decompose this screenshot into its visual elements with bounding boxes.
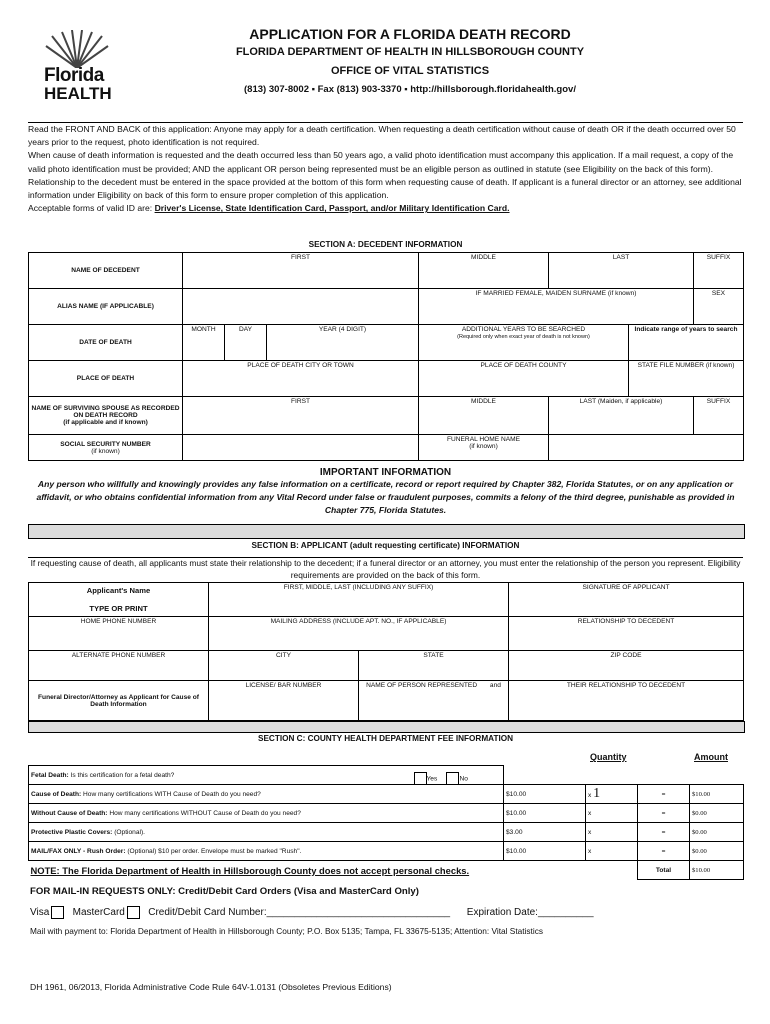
relationship-field[interactable]: RELATIONSHIP TO DECEDENT	[509, 617, 744, 651]
shaded-divider	[28, 524, 745, 539]
month-field[interactable]: MONTH	[183, 325, 225, 361]
place-of-death-label: PLACE OF DEATH	[29, 361, 183, 397]
yes-checkbox[interactable]	[414, 772, 427, 785]
decedent-first-field[interactable]: FIRST	[183, 253, 419, 289]
ssn-field[interactable]	[183, 435, 419, 461]
funeral-director-label: Funeral Director/Attorney as Applicant for Cause of Death Information	[29, 681, 209, 721]
state-field[interactable]: STATE	[359, 651, 509, 681]
additional-years-field[interactable]: ADDITIONAL YEARS TO BE SEARCHED (Required only when exact year of death is not known)	[419, 325, 629, 361]
section-a-table	[28, 252, 744, 461]
year-field[interactable]: YEAR (4 DIGIT)	[267, 325, 419, 361]
without-cause-price: $10.00	[504, 804, 586, 823]
no-checks-note: NOTE: The Florida Department of Health in Hillsborough County does not accept personal checks.	[30, 864, 470, 876]
equals-sign: =	[638, 842, 690, 861]
equals-sign: =	[638, 804, 690, 823]
total-label: Total	[638, 861, 690, 880]
equals-sign: =	[638, 785, 690, 804]
expiration-field[interactable]: Expiration Date:__________	[466, 907, 594, 919]
rush-order-qty[interactable]: x	[586, 842, 638, 861]
maiden-field[interactable]: IF MARRIED FEMALE, MAIDEN SURNAME (if known)	[419, 289, 694, 325]
cause-of-death-qty[interactable]: x 1	[586, 785, 638, 804]
equals-sign: =	[638, 823, 690, 842]
amount-header: Amount	[694, 752, 728, 762]
pod-county-field[interactable]: PLACE OF DEATH COUNTY	[419, 361, 629, 397]
city-field[interactable]: CITY	[209, 651, 359, 681]
date-of-death-label: DATE OF DEATH	[29, 325, 183, 361]
instructions-p3: Acceptable forms of valid ID are: Driver's License, State Identification Card, Passport, and/or Military Identification Card.	[28, 203, 510, 214]
fetal-death-row: Fetal Death: Is this certification for a fetal death? Yes No	[29, 766, 504, 785]
logo-florida: Florida	[44, 65, 104, 86]
instructions-p2: When cause of death information is requested and the death occurred less than 50 years ago, a valid photo identification must accompany this application. If a mail request, a copy of the valid photo identification must be provided; AND the applicant OR person being represented must be an eligible person as outlined in statute (see Eligibility on the back of this form). Relationship to the decedent must be entered in the space provided at the bottom of this form when requesting cause of death. If applicant is a funeral director or an attorney, see additional information under Eligibility on back of this form to ensure proper completion of this application.	[28, 150, 742, 201]
visa-checkbox[interactable]	[51, 906, 64, 919]
section-b-note: If requesting cause of death, all applicants must state their relationship to the decedent; if a funeral director or an attorney, you must enter the relationship of the person you represent. Eligibility requirements are provided on the back of this form.	[28, 557, 743, 581]
sunburst-icon	[42, 30, 112, 68]
logo-health: HEALTH	[44, 84, 112, 103]
rush-order-row: MAIL/FAX ONLY - Rush Order: (Optional) $10 per order. Envelope must be marked "Rush".	[29, 842, 504, 861]
important-info	[28, 467, 743, 517]
no-checkbox[interactable]	[446, 772, 459, 785]
zip-field[interactable]: ZIP CODE	[509, 651, 744, 681]
cause-of-death-price: $10.00	[504, 785, 586, 804]
cause-of-death-amount: $10.00	[690, 785, 744, 804]
contact-info: (813) 307-8002 ▪ Fax (813) 903-3370 ▪ http://hillsborough.floridahealth.gov/	[244, 84, 576, 95]
alt-phone-field[interactable]: ALTERNATE PHONE NUMBER	[29, 651, 209, 681]
important-title: IMPORTANT INFORMATION	[319, 467, 452, 478]
state-file-field[interactable]: STATE FILE NUMBER (if known)	[629, 361, 744, 397]
applicant-name-label: Applicant's Name TYPE OR PRINT	[29, 583, 209, 617]
plastic-covers-qty[interactable]: x	[586, 823, 638, 842]
name-of-decedent-label: NAME OF DECEDENT	[29, 253, 183, 289]
section-b-title: SECTION B: APPLICANT (adult requesting certificate) INFORMATION	[251, 541, 520, 550]
cause-of-death-row: Cause of Death: How many certifications WITH Cause of Death do you need?	[29, 785, 504, 804]
instructions-p1: Read the FRONT AND BACK of this application: Anyone may apply for a death certification. When requesting a death certification without cause of death OR if the death occurred over 50 years prior to the request, photo identification is not required.	[28, 124, 736, 148]
decedent-middle-field[interactable]: MIDDLE	[419, 253, 549, 289]
ssn-label: SOCIAL SECURITY NUMBER (if known)	[29, 435, 183, 461]
rush-order-amount: $0.00	[690, 842, 744, 861]
day-field[interactable]: DAY	[225, 325, 267, 361]
mail-in-heading: FOR MAIL-IN REQUESTS ONLY: Credit/Debit Card Orders (Visa and MasterCard Only)	[30, 886, 419, 897]
funeral-home-label: FUNERAL HOME NAME (if known)	[419, 435, 549, 461]
important-text: Any person who willfully and knowingly provides any false information on a certificate, record or report required by Chapter 382, Florida Statutes, or on any application or affidavit, or who obtains confidential information from any Vital Record under false or fraudulent purposes, commits a felony of the third degree, punishable as provided in Chapter 775, Florida Statutes.	[36, 479, 735, 515]
card-line: Visa MasterCard Credit/Debit Card Number:_________________________________ Expiration Date:__________	[30, 907, 594, 919]
shaded-divider-b	[28, 721, 745, 733]
instructions	[28, 122, 743, 215]
spouse-first-field[interactable]: FIRST	[183, 397, 419, 435]
mastercard-checkbox[interactable]	[127, 906, 140, 919]
mail-to: Mail with payment to: Florida Department of Health in Hillsborough County; P.O. Box 5135; Tampa, FL 33675-5135; Attention: Vital Statistics	[30, 926, 543, 936]
plastic-covers-amount: $0.00	[690, 823, 744, 842]
section-c-title: SECTION C: COUNTY HEALTH DEPARTMENT FEE INFORMATION	[257, 734, 514, 743]
fee-table	[28, 765, 744, 880]
funeral-home-field[interactable]	[549, 435, 744, 461]
section-b-table	[28, 582, 744, 721]
decedent-last-field[interactable]: LAST	[549, 253, 694, 289]
range-years-field[interactable]: Indicate range of years to search	[629, 325, 744, 361]
plastic-covers-row: Protective Plastic Covers: (Optional).	[29, 823, 504, 842]
spouse-label: NAME OF SURVIVING SPOUSE AS RECORDED ON DEATH RECORD (if applicable and if known)	[29, 397, 183, 435]
without-cause-amount: $0.00	[690, 804, 744, 823]
rush-order-price: $10.00	[504, 842, 586, 861]
license-field[interactable]: LICENSE/ BAR NUMBER	[209, 681, 359, 721]
form-title: APPLICATION FOR A FLORIDA DEATH RECORD	[249, 26, 571, 42]
signature-field[interactable]: SIGNATURE OF APPLICANT	[509, 583, 744, 617]
department: FLORIDA DEPARTMENT OF HEALTH IN HILLSBOROUGH COUNTY	[235, 46, 585, 58]
decedent-suffix-field[interactable]: SUFFIX	[694, 253, 744, 289]
mailing-address-field[interactable]: MAILING ADDRESS (INCLUDE APT. NO., IF APPLICABLE)	[209, 617, 509, 651]
their-relationship-field[interactable]: THEIR RELATIONSHIP TO DECEDENT	[509, 681, 744, 721]
without-cause-qty[interactable]: x	[586, 804, 638, 823]
applicant-name-field[interactable]: FIRST, MIDDLE, LAST (INCLUDING ANY SUFFIX)	[209, 583, 509, 617]
form-footer: DH 1961, 06/2013, Florida Administrative Code Rule 64V-1.0131 (Obsoletes Previous Editions)	[30, 982, 392, 992]
card-number-field[interactable]: Credit/Debit Card Number:_________________________________	[148, 907, 451, 919]
sex-field[interactable]: SEX	[694, 289, 744, 325]
spouse-middle-field[interactable]: MIDDLE	[419, 397, 549, 435]
spouse-last-field[interactable]: LAST (Maiden, if applicable)	[549, 397, 694, 435]
office: OFFICE OF VITAL STATISTICS	[330, 65, 490, 77]
section-a-title: SECTION A: DECEDENT INFORMATION	[308, 240, 463, 249]
spouse-suffix-field[interactable]: SUFFIX	[694, 397, 744, 435]
alias-field[interactable]	[183, 289, 419, 325]
alias-label: ALIAS NAME (IF APPLICABLE)	[29, 289, 183, 325]
represented-field[interactable]: NAME OF PERSON REPRESENTED and	[359, 681, 509, 721]
total-amount: $10.00	[690, 861, 744, 880]
quantity-header: Quantity	[590, 752, 627, 762]
without-cause-row: Without Cause of Death: How many certifications WITHOUT Cause of Death do you need?	[29, 804, 504, 823]
plastic-covers-price: $3.00	[504, 823, 586, 842]
florida-health-logo	[42, 30, 112, 102]
home-phone-field[interactable]: HOME PHONE NUMBER	[29, 617, 209, 651]
pod-city-field[interactable]: PLACE OF DEATH CITY OR TOWN	[183, 361, 419, 397]
